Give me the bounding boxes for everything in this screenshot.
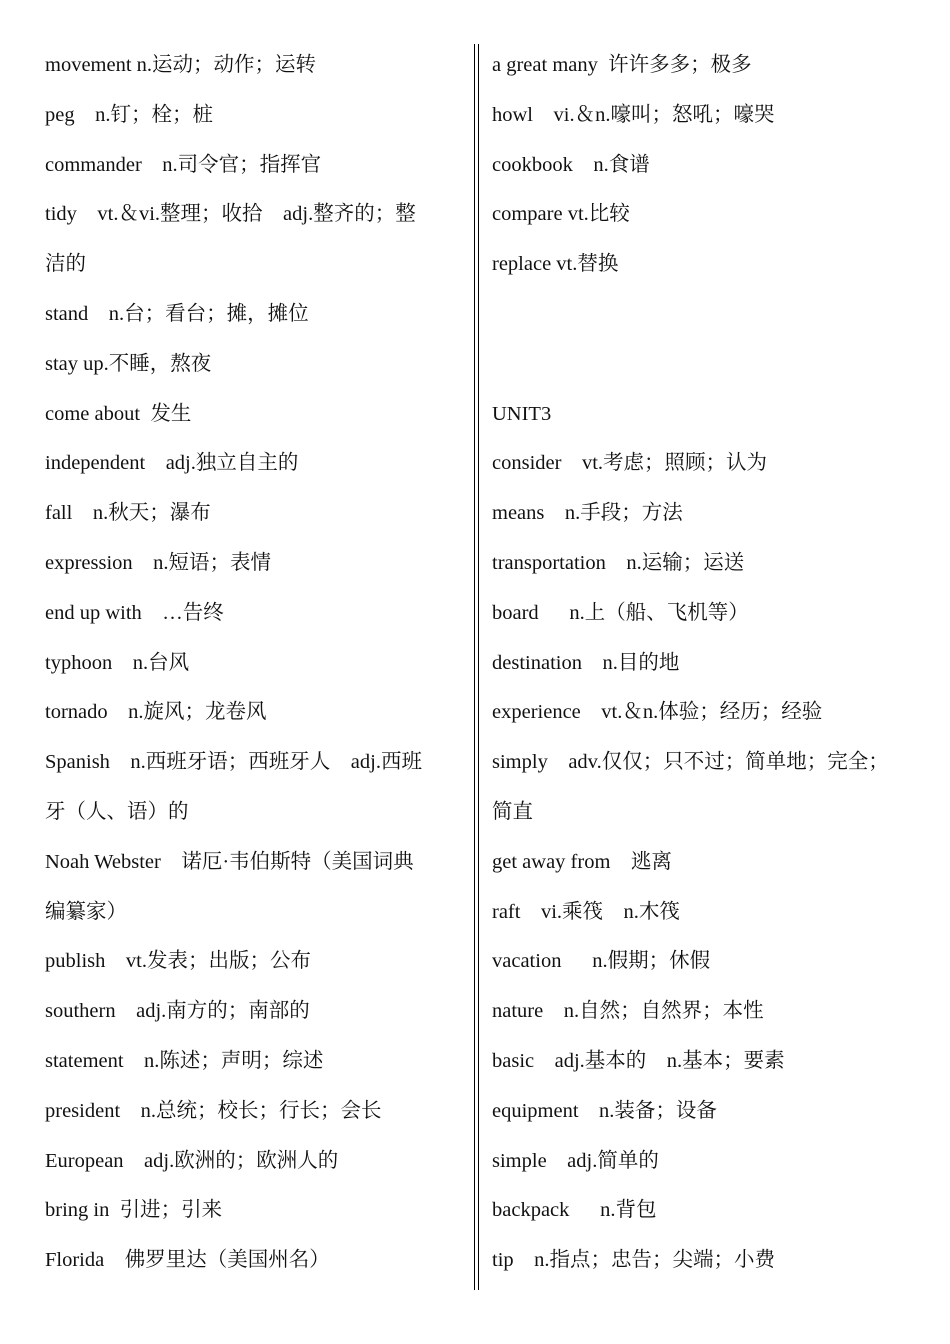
vocab-line: transportation n.运输；运送 (492, 551, 745, 574)
vocab-line: Spanish n.西班牙语；西班牙人 adj.西班 (45, 751, 422, 774)
vocab-line: end up with …告终 (45, 601, 224, 624)
vocab-line: stand n.台；看台；摊，摊位 (45, 302, 309, 325)
vocab-line: president n.总统；校长；行长；会长 (45, 1099, 382, 1122)
vocab-line: commander n.司令官；指挥官 (45, 153, 322, 176)
vocab-line: vacation n.假期；休假 (492, 950, 711, 973)
blank-line (492, 290, 912, 340)
vocab-line: Florida 佛罗里达（美国州名） (45, 1249, 330, 1272)
blank-line (492, 340, 912, 390)
column-divider (474, 44, 479, 1290)
vocab-line: peg n.钉；栓；桩 (45, 103, 213, 126)
vocab-line: Noah Webster 诺厄·韦伯斯特（美国词典 (45, 850, 414, 873)
vocab-line: board n.上（船、飞机等） (492, 601, 749, 624)
vocab-line: tip n.指点；忠告；尖端；小费 (492, 1249, 776, 1272)
vocab-line: movement n.运动；动作；运转 (45, 54, 317, 76)
vocab-line: cookbook n.食谱 (492, 153, 650, 176)
right-vocabulary-column (492, 41, 912, 1286)
vocab-line: equipment n.装备；设备 (492, 1099, 717, 1122)
vocab-line: tidy vt.＆vi.整理；收拾 adj.整齐的；整 (45, 203, 416, 226)
vocab-line: simple adj.简单的 (492, 1149, 659, 1172)
vocab-line: experience vt.＆n.体验；经历；经验 (492, 701, 823, 724)
vocab-line: means n.手段；方法 (492, 502, 683, 525)
vocab-line: howl vi.＆n.嚎叫；怒吼；嚎哭 (492, 103, 775, 126)
vocab-line: nature n.自然；自然界；本性 (492, 1000, 764, 1023)
vocab-line: publish vt.发表；出版；公布 (45, 950, 311, 973)
vocab-line: expression n.短语；表情 (45, 551, 272, 574)
vocab-line: statement n.陈述；声明；综述 (45, 1049, 324, 1072)
vocab-line: bring in 引进；引来 (45, 1199, 223, 1222)
vocab-line: independent adj.独立自主的 (45, 452, 299, 475)
vocab-line: 牙（人、语）的 (45, 800, 189, 823)
vocab-line: tornado n.旋风；龙卷风 (45, 701, 267, 724)
vocab-line: typhoon n.台风 (45, 651, 190, 674)
left-vocabulary-column (45, 41, 463, 1286)
vocab-line: stay up.不睡，熬夜 (45, 352, 212, 375)
vocab-line: raft vi.乘筏 n.木筏 (492, 900, 680, 923)
vocab-line: 洁的 (45, 253, 86, 276)
vocab-line: backpack n.背包 (492, 1199, 657, 1222)
vocab-line: a great many 许许多多；极多 (492, 54, 752, 76)
vocab-line: get away from 逃离 (492, 850, 672, 873)
vocab-line: 编纂家） (45, 900, 127, 923)
vocab-line: replace vt.替换 (492, 253, 619, 276)
vocab-line: 简直 (492, 800, 533, 823)
vocab-line: compare vt.比较 (492, 203, 630, 226)
unit-heading: UNIT3 (492, 402, 552, 425)
vocab-line: consider vt.考虑；照顾；认为 (492, 452, 768, 475)
vocab-line: destination n.目的地 (492, 651, 680, 674)
vocab-line: come about 发生 (45, 402, 192, 425)
vocab-line: fall n.秋天；瀑布 (45, 502, 211, 525)
vocab-line: southern adj.南方的；南部的 (45, 1000, 310, 1023)
vocab-line: basic adj.基本的 n.基本；要素 (492, 1049, 785, 1072)
vocab-line: simply adv.仅仅；只不过；简单地；完全； (492, 751, 889, 774)
vocab-line: European adj.欧洲的；欧洲人的 (45, 1149, 339, 1172)
